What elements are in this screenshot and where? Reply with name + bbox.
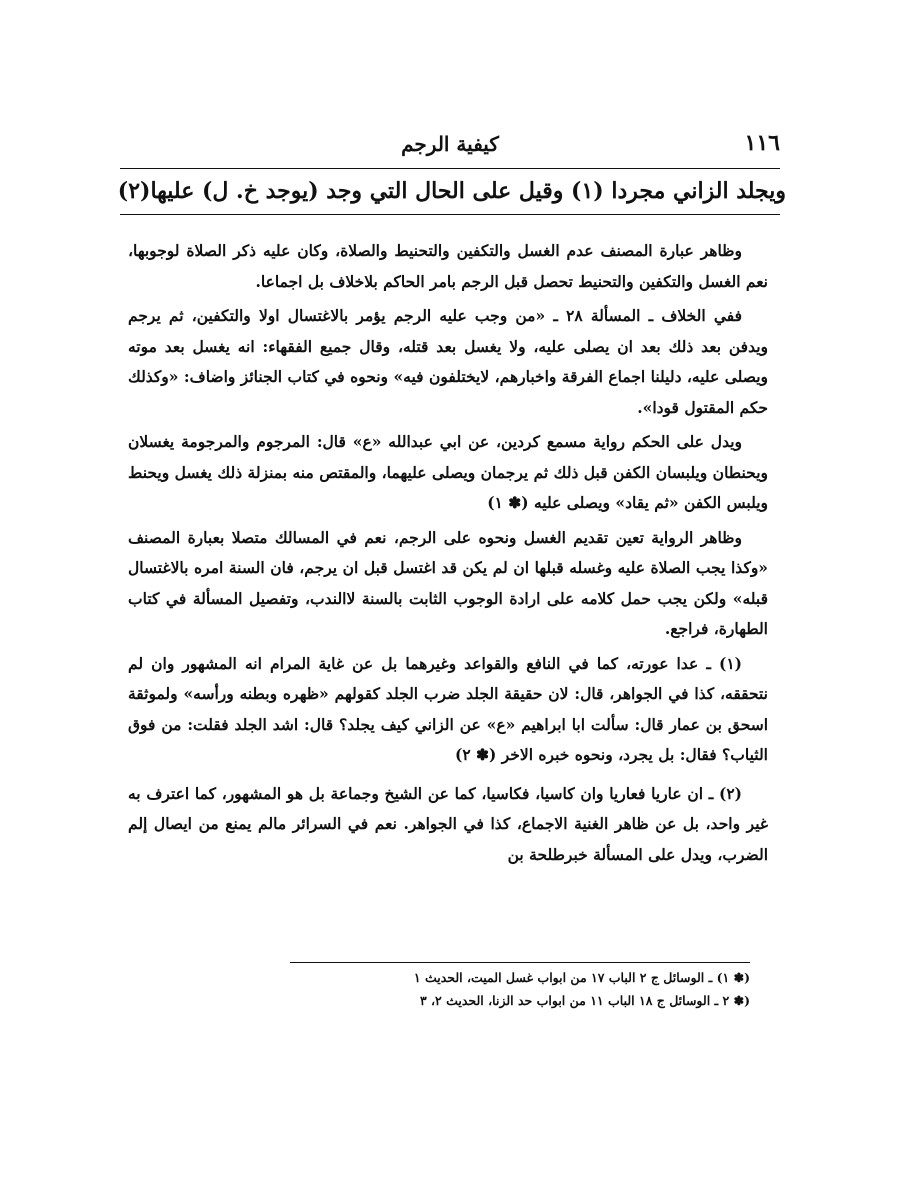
commentary-body [128,236,768,874]
footnote-rule [290,962,750,963]
running-title: كيفية الرجم [401,132,499,156]
commentary-paragraph: ويدل على الحكم رواية مسمع كردين، عن ابي عبدالله «ع» قال: المرجوم والمرجومة يغسلان ويحنطان ويلبسان الكفن قبل ذلك ثم يرجمان ويصلى عليهما، والمقتص منه بمنزلة ذلك يغسل ويحنط ويلبس الكفن «ثم يقاد» ويصلى عليه (✽ ١) [128,432,768,512]
main-text-line: ويجلد الزاني مجردا (١) وقيل على الحال التي وجد (يوجد خ. ل) عليها(٢) [117,178,786,204]
note-paragraph: (٢) ـ ان عاريا فعاريا وان كاسيا، فكاسيا، كما عن الشيخ وجماعة بل هو المشهور، كما اعترف به غير واحد، بل عن ظاهر الغنية الاجماع، كذا في الجواهر. نعم في السرائر مالم يمنع من ايصال إلم الضرب، ويدل على المسألة خبرطلحة بن [128,783,768,864]
page-header [120,128,780,168]
commentary-paragraph: وظاهر عبارة المصنف عدم الغسل والتكفين والتحنيط والصلاة، وكان عليه ذكر الصلاة لوجوبها، نعم الغسل والتكفين والتحنيط تحصل قبل الرجم بامر الحاكم بلاخلاف بل اجماعا. [128,241,768,291]
footnote: (✽ ٢ ـ الوسائل ج ١٨ الباب ١١ من ابواب حد الزنا، الحديث ٢، ٣ [419,993,750,1008]
page-number: ١١٦ [744,130,780,156]
main-text-rule [120,214,780,215]
commentary-paragraph: وظاهر الرواية تعين تقديم الغسل ونحوه على الرجم، نعم في المسالك متصلا بعبارة المصنف «وكذا يجب الصلاة عليه وغسله قبلها ان لم يكن قد اغتسل قبل ان يرجم، فان السنة امره بالاغتسال قبله» ولكن يجب حمل كلامه على ارادة الوجوب الثابت بالسنة لاالندب، وتفصيل المسألة في كتاب الطهارة، فراجع. [128,527,768,638]
commentary-paragraph: ففي الخلاف ـ المسألة ٢٨ ـ «من وجب عليه الرجم يؤمر بالاغتسال اولا والتكفين، ثم يرجم ويدفن بعد ذلك بعد ان يصلى عليه، ولا يغسل بعد قتله، وقال جميع الفقهاء: انه يغسل بعد موته ويصلى عليه، دليلنا اجماع الفرقة واخبارهم، لايختلفون فيه» ونحوه في كتاب الجنائز واضاف: «وكذلك حكم المقتول قودا». [128,306,768,417]
footnote: (✽ ١) ـ الوسائل ج ٢ الباب ١٧ من ابواب غسل الميت، الحديث ١ [413,970,750,985]
header-rule [120,168,780,169]
note-paragraph: (١) ـ عدا عورته، كما في النافع والقواعد وغيرهما بل عن غاية المرام انه المشهور وان لم نتحققه، كذا في الجواهر، قال: لان حقيقة الجلد ضرب الجلد كقولهم «ظهره وبطنه ورأسه» ولموثقة اسحق بن عمار قال: سألت ابا ابراهيم «ع» عن الزاني كيف يجلد؟ قال: اشد الجلد فقلت: من فوق الثياب؟ فقال: بل يجرد، ونحوه خبره الاخر (✽ ٢) [128,653,768,764]
footnotes [290,966,750,1012]
